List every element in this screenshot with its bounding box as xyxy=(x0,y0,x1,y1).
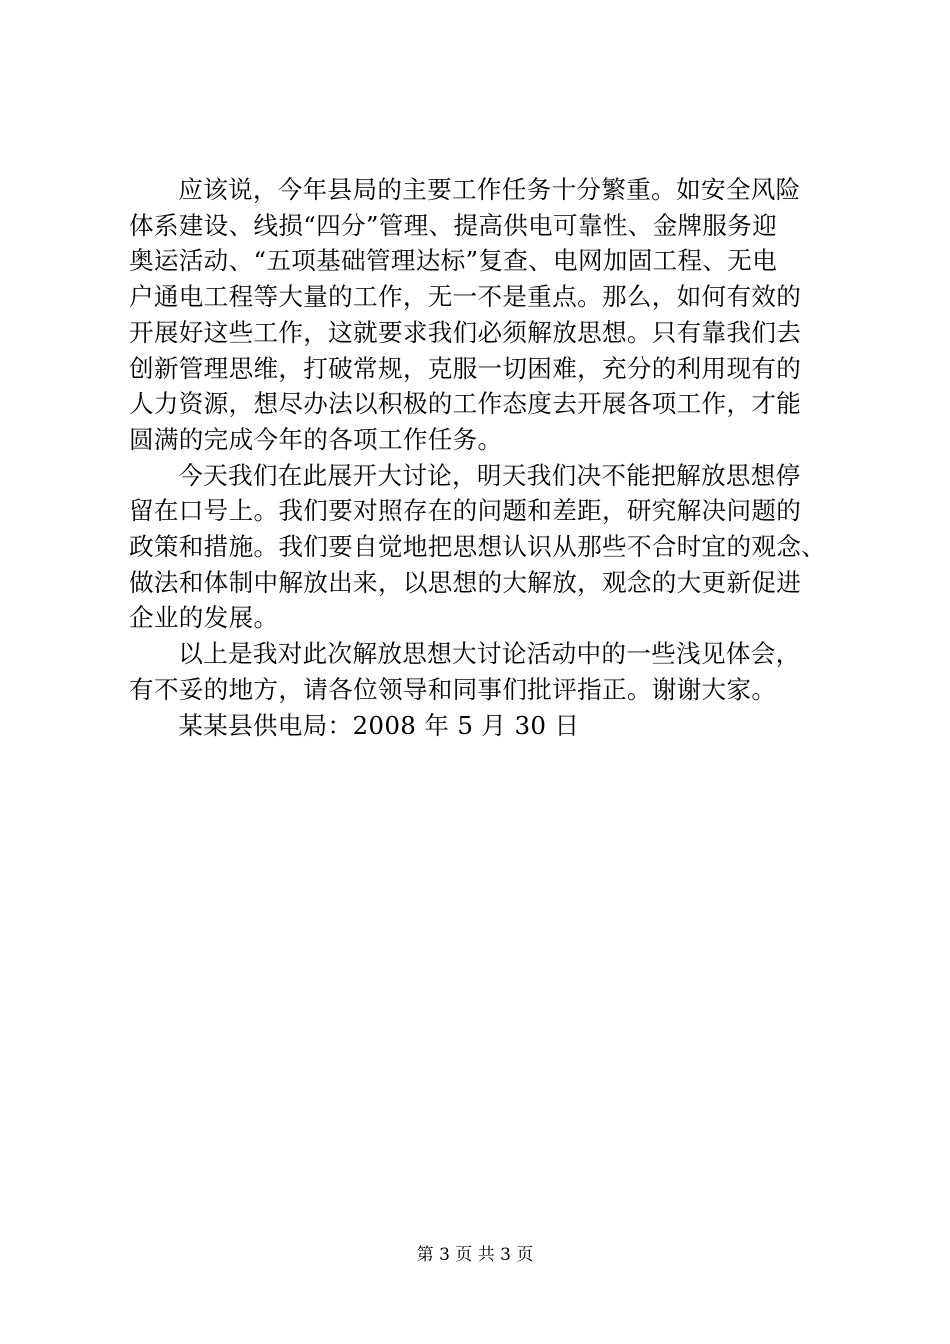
signature-date-line xyxy=(129,708,823,744)
text-line: 今天我们在此展开大讨论，明天我们决不能把解放思想停 xyxy=(178,460,801,490)
page-number-footer: 第 3 页 共 3 页 xyxy=(416,1245,534,1265)
text-line: 奥运活动、“五项基础管理达标”复查、电网加固工程、无电 xyxy=(129,246,778,276)
text-line: 应该说，今年县局的主要工作任务十分繁重。如安全风险 xyxy=(178,175,801,204)
paragraph-discussion xyxy=(129,458,827,637)
text-line: 以上是我对此次解放思想大讨论活动中的一些浅见体会， xyxy=(178,639,801,669)
text-line: 做法和体制中解放出来，以思想的大解放，观念的大更新促进 xyxy=(129,567,802,597)
text-line: 创新管理思维，打破常规，克服一切困难，充分的利用现有的 xyxy=(129,353,802,383)
text-line: 政策和措施。我们要自觉地把思想认识从那些不合时宜的观念、 xyxy=(129,532,827,562)
text-line: 企业的发展。 xyxy=(129,603,279,633)
text-line: 体系建设、线损“四分”管理、提高供电可靠性、金牌服务迎 xyxy=(129,210,778,240)
paragraph-work-tasks xyxy=(129,172,823,458)
paragraph-closing xyxy=(129,636,823,707)
text-line: 人力资源，想尽办法以积极的工作态度去开展各项工作，才能 xyxy=(129,389,802,419)
text-line: 留在口号上。我们要对照存在的问题和差距，研究解决问题的 xyxy=(129,496,802,526)
text-line: 开展好这些工作，这就要求我们必须解放思想。只有靠我们去 xyxy=(129,317,802,347)
text-line: 有不妥的地方，请各位领导和同事们批评指正。谢谢大家。 xyxy=(129,674,777,704)
text-line: 某某县供电局：2008 年 5 月 30 日 xyxy=(178,710,580,740)
text-line: 户通电工程等大量的工作，无一不是重点。那么，如何有效的 xyxy=(129,282,802,312)
document-body xyxy=(129,172,827,743)
text-line: 圆满的完成今年的各项工作任务。 xyxy=(129,424,503,454)
